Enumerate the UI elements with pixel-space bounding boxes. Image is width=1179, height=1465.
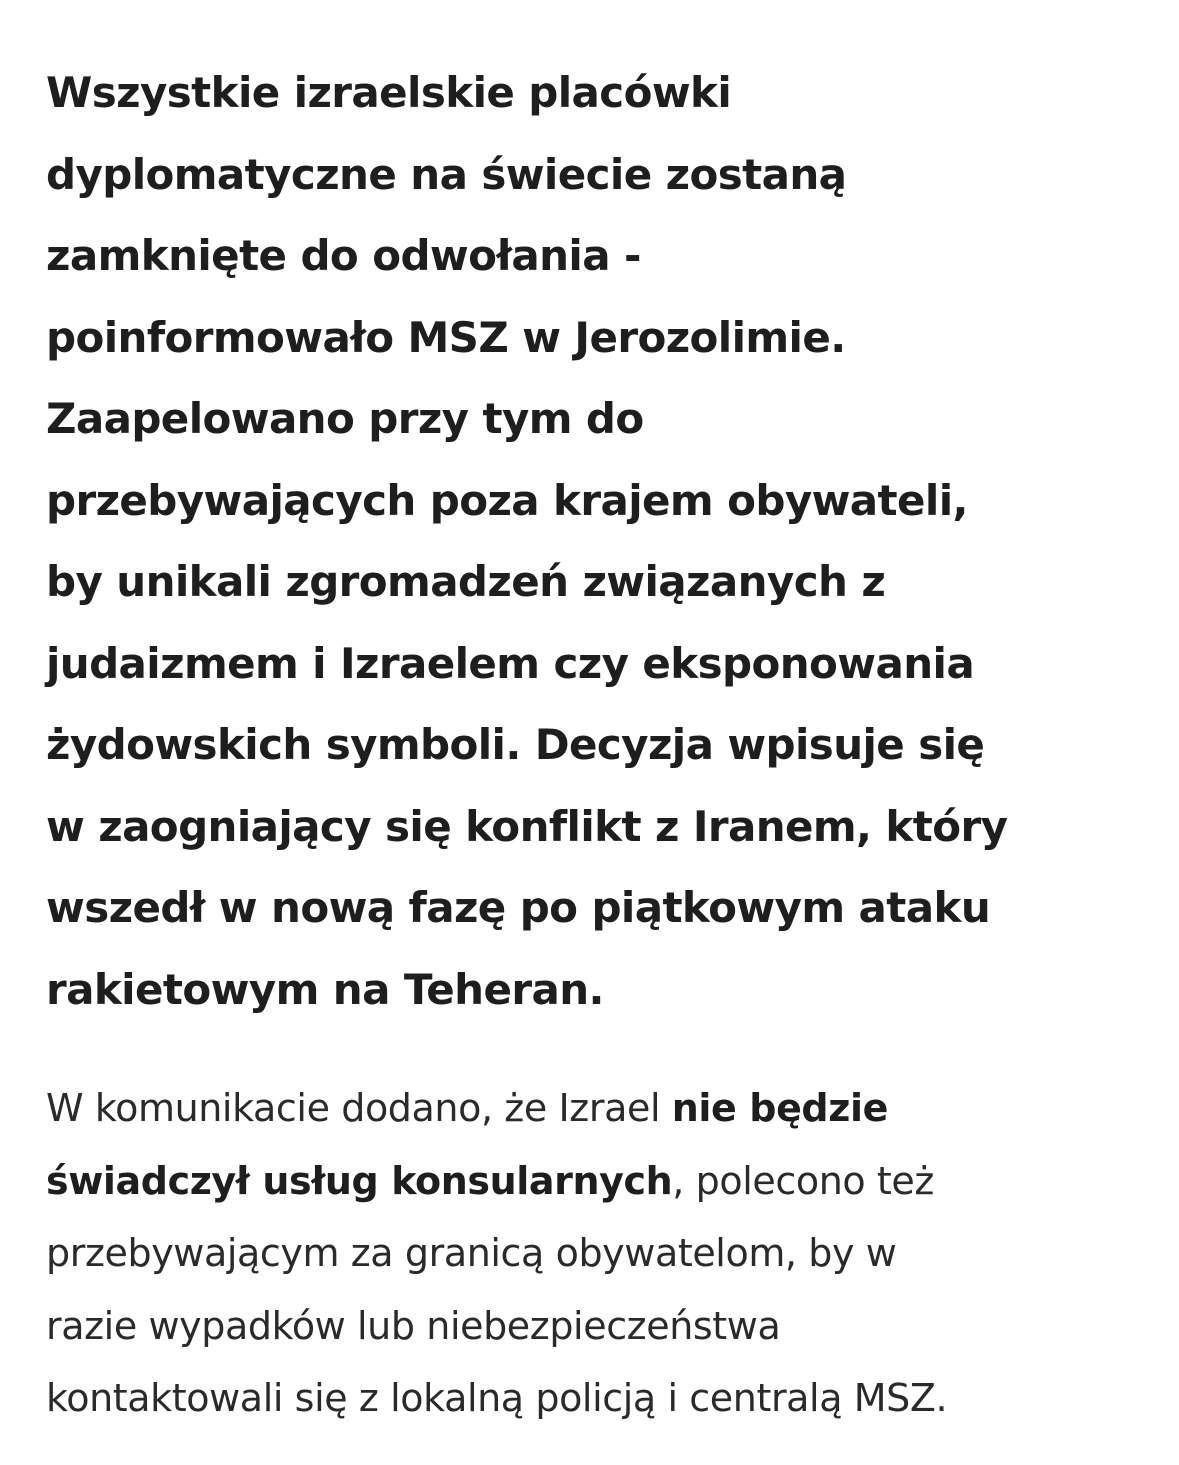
article-lead	[46, 52, 1146, 1030]
article-body-paragraph	[46, 1072, 947, 1435]
lead-line: Wszystkie izraelskie placówki	[46, 68, 732, 117]
body-bold-text: świadczył usług konsularnych	[46, 1158, 673, 1203]
lead-line: rakietowym na Teheran.	[46, 964, 604, 1014]
lead-line: zamknięte do odwołania -	[46, 231, 641, 280]
body-line: razie wypadków lub niebezpieczeństwa	[46, 1303, 781, 1348]
lead-line: dyplomatyczne na świecie zostaną	[46, 149, 847, 199]
article-content	[46, 52, 1146, 1420]
body-text: W komunikacie dodano, że Izrael	[46, 1086, 672, 1130]
lead-line: by unikali zgromadzeń związanych z	[46, 557, 886, 606]
body-line: kontaktowali się z lokalną policją i centralą MSZ.	[46, 1376, 948, 1420]
body-line: przebywającym za granicą obywatelom, by w	[46, 1231, 897, 1275]
body-bold-text: nie będzie	[671, 1086, 888, 1130]
lead-line: wszedł w nową fazę po piątkowym ataku	[46, 883, 991, 932]
lead-line: żydowskich symboli. Decyzja wpisuje się	[46, 720, 985, 769]
lead-line: w zaogniający się konflikt z Iranem, który	[46, 801, 1008, 851]
lead-line: poinformowało MSZ w Jerozolimie.	[46, 312, 846, 362]
body-text: , polecono też	[672, 1158, 934, 1203]
lead-line: judaizmem i Izraelem czy eksponowania	[46, 638, 975, 688]
lead-line: przebywających poza krajem obywateli,	[46, 475, 968, 525]
body-line	[46, 1145, 947, 1218]
lead-line: Zaapelowano przy tym do	[46, 394, 644, 443]
body-line	[46, 1072, 947, 1145]
